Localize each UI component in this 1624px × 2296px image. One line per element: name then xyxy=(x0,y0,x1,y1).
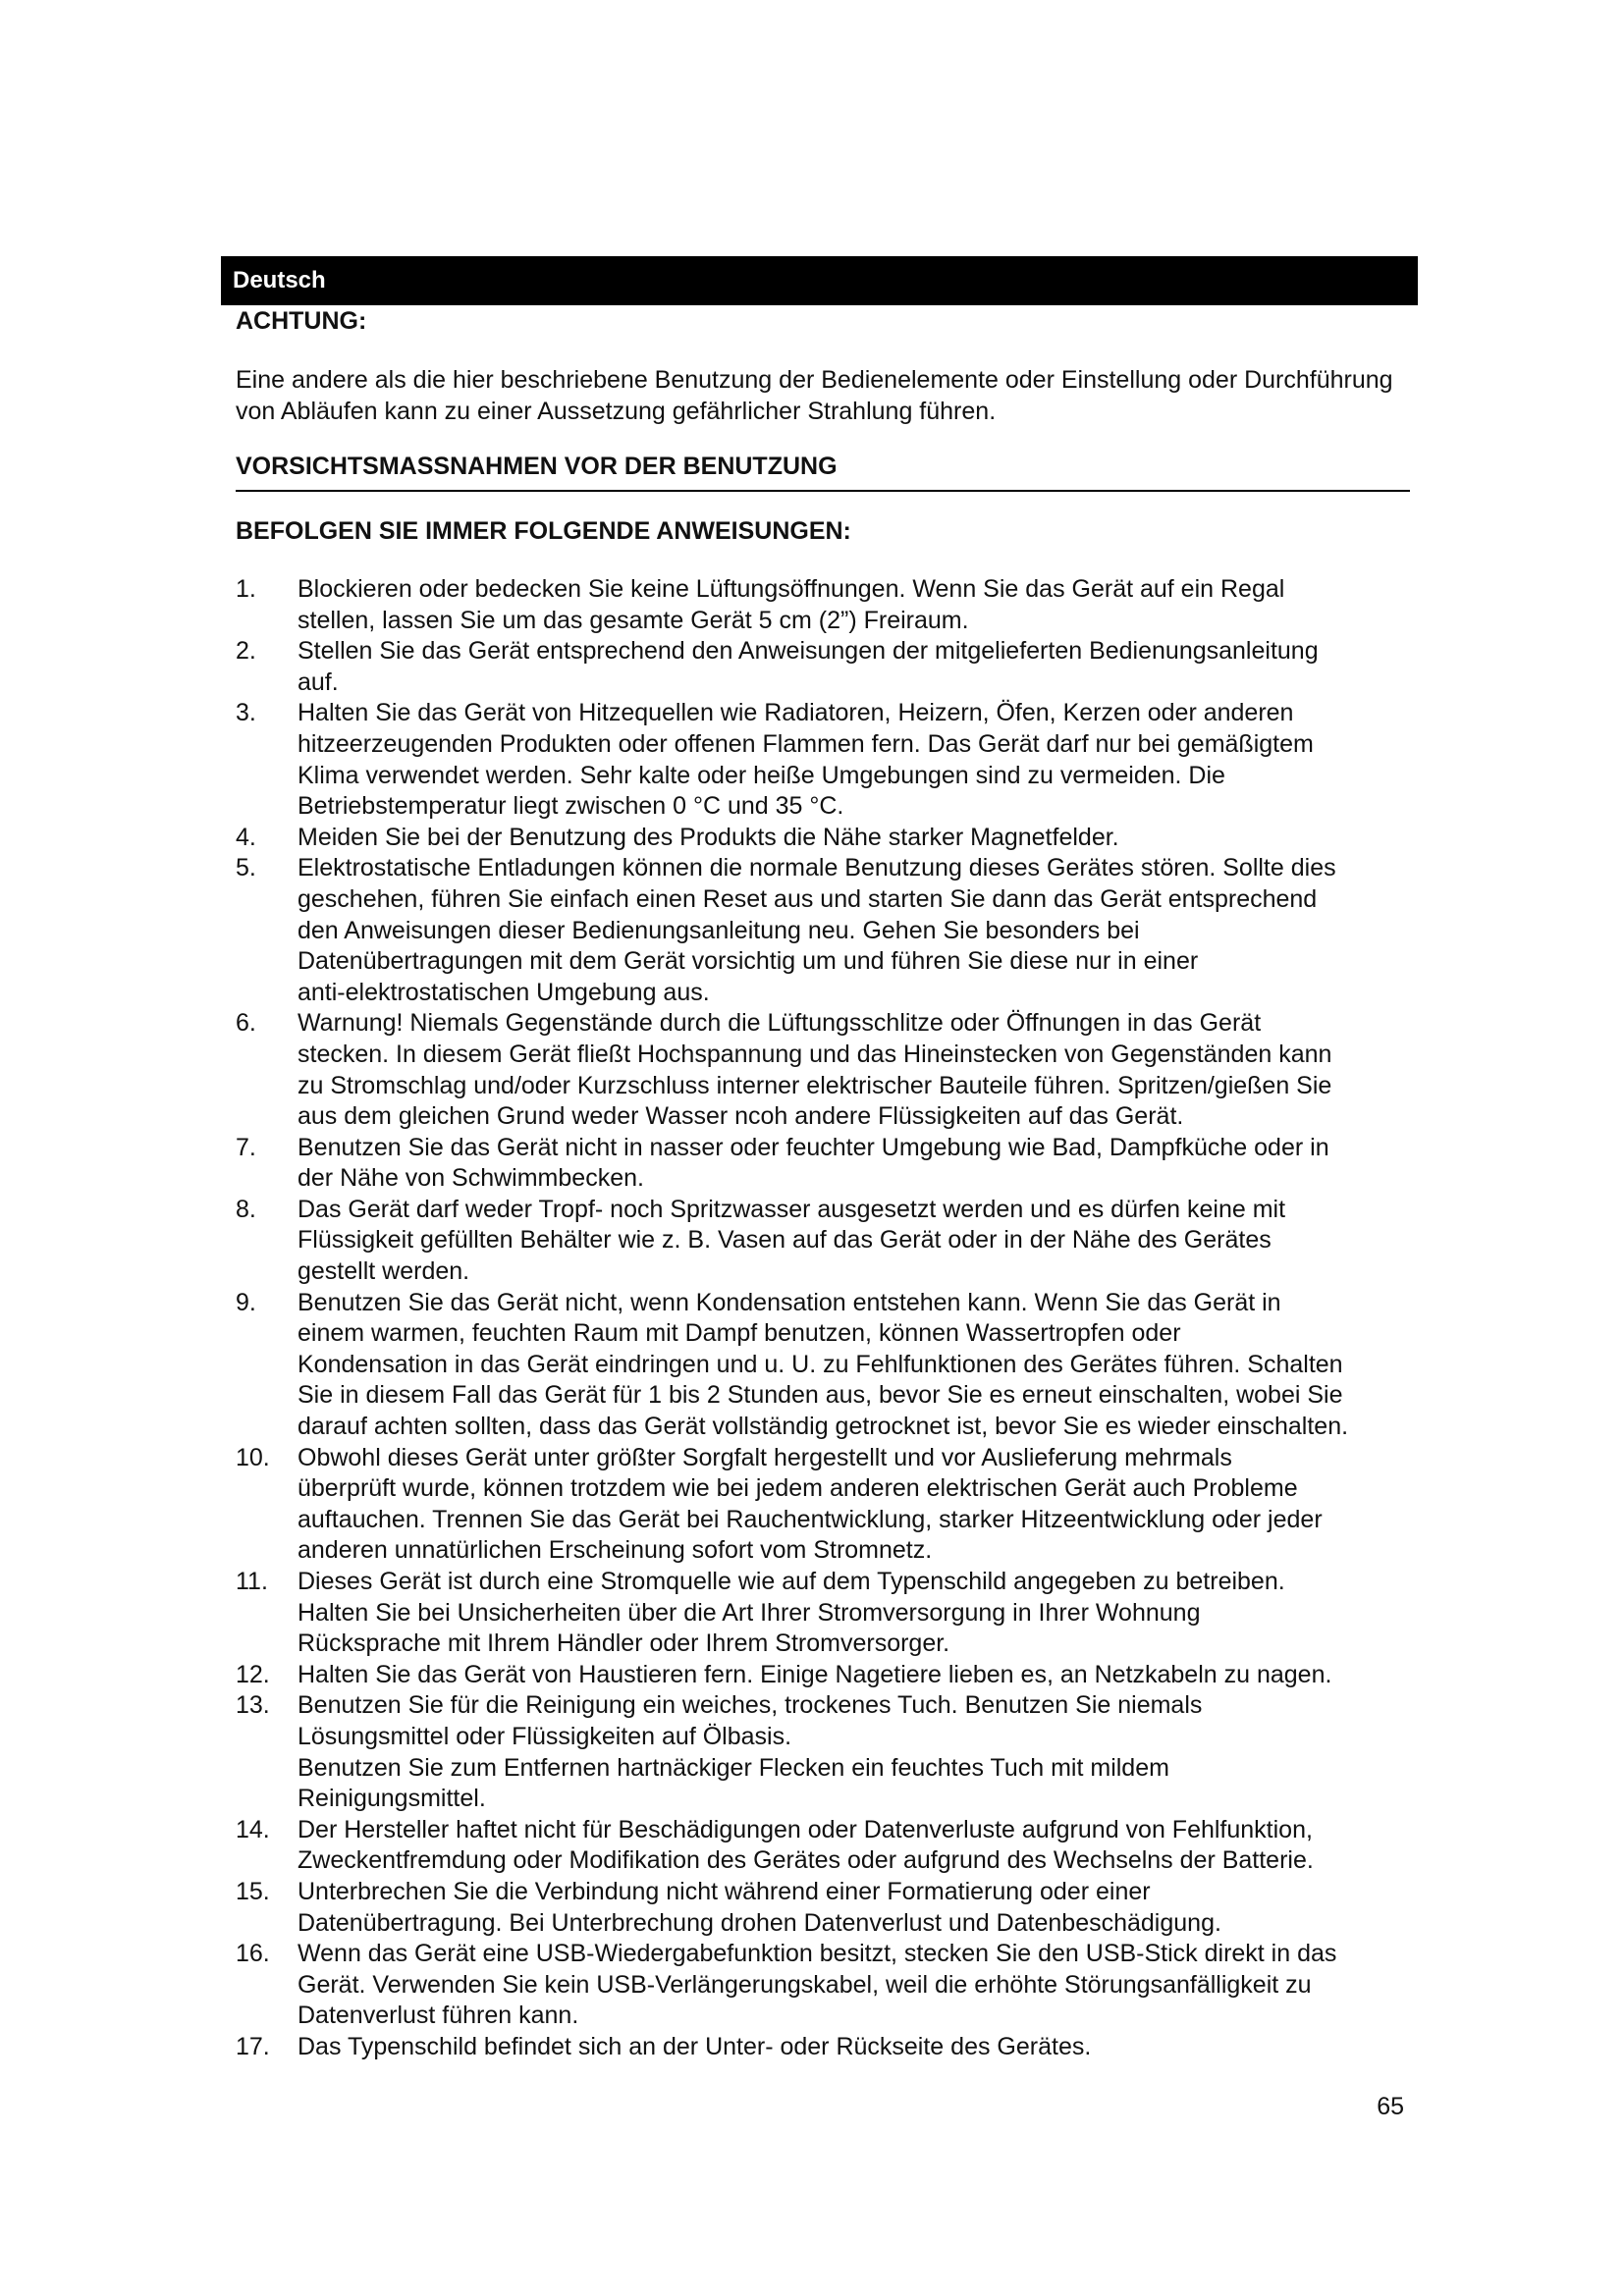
item-number: 2. xyxy=(236,637,256,666)
warning-title: ACHTUNG: xyxy=(236,307,367,335)
list-item xyxy=(236,1008,1414,1132)
item-text: Warnung! Niemals Gegenstände durch die Lüftungsschlitze oder Öffnungen in das Gerät stecken. In diesem Gerät fließt Hochspannung und das Hineinstecken von Gegenständen kann zu Stromschlag und/oder Kurzschluss interner elektrischer Bauteile führen. Spritzen/gießen Sie aus dem gleichen Grund weder Wasser ncoh andere Flüssigkeiten auf das Gerät. xyxy=(298,1009,1332,1131)
item-number: 15. xyxy=(236,1877,270,1905)
item-number: 4. xyxy=(236,823,256,851)
page-number: 65 xyxy=(1377,2093,1404,2120)
instruction-list xyxy=(236,574,1414,2063)
item-number: 17. xyxy=(236,2032,270,2060)
list-item xyxy=(236,1660,1414,1691)
item-text: Blockieren oder bedecken Sie keine Lüftungsöffnungen. Wenn Sie das Gerät auf ein Regal stellen, lassen Sie um das gesamte Gerät 5 cm (2”) Freiraum. xyxy=(298,575,1285,634)
language-header: Deutsch xyxy=(221,256,1418,305)
item-text: Stellen Sie das Gerät entsprechend den Anweisungen der mitgelieferten Bedienungsanleitung auf. xyxy=(298,637,1319,696)
item-text: Benutzen Sie für die Reinigung ein weiches, trockenes Tuch. Benutzen Sie niemals Lösungsmittel oder Flüssigkeiten auf Ölbasis. Benutzen Sie zum Entfernen hartnäckiger Flecken ein feuchtes Tuch mit mildem Reinigungsmittel. xyxy=(298,1691,1203,1813)
warning-text: Eine andere als die hier beschriebene Benutzung der Bedienelemente oder Einstellung oder Durchführung von Abläufen kann zu einer Aussetzung gefährlicher Strahlung führen. xyxy=(236,366,1393,425)
list-item xyxy=(236,1133,1414,1195)
item-number: 5. xyxy=(236,854,256,882)
item-text: Wenn das Gerät eine USB-Wiedergabefunktion besitzt, stecken Sie den USB-Stick direkt in das Gerät. Verwenden Sie kein USB-Verlängerungskabel, weil die erhöhte Störungsanfälligkeit zu Datenverlust führen kann. xyxy=(298,1940,1337,2030)
section-subtitle: BEFOLGEN SIE IMMER FOLGENDE ANWEISUNGEN: xyxy=(236,517,851,545)
item-number: 14. xyxy=(236,1815,270,1843)
list-item xyxy=(236,574,1414,636)
list-item xyxy=(236,698,1414,822)
list-item xyxy=(236,636,1414,698)
item-text: Elektrostatische Entladungen können die normale Benutzung dieses Gerätes stören. Sollte dies geschehen, führen Sie einfach einen Reset aus und starten Sie dann das Gerät entsprechend den Anweisungen dieser Bedienungsanleitung neu. Gehen Sie besonders bei Datenübertragungen mit dem Gerät vorsichtig um und führen Sie diese nur in einer anti-elektrostatischen Umgebung aus. xyxy=(298,854,1336,1006)
list-item xyxy=(236,1815,1414,1877)
item-text: Halten Sie das Gerät von Haustieren fern. Einige Nagetiere lieben es, an Netzkabeln zu nagen. xyxy=(298,1660,1332,1688)
item-number: 1. xyxy=(236,575,256,603)
item-number: 10. xyxy=(236,1443,270,1471)
item-number: 9. xyxy=(236,1288,256,1316)
item-text: Der Hersteller haftet nicht für Beschädigungen oder Datenverluste aufgrund von Fehlfunktion, Zweckentfremdung oder Modifikation des Gerätes oder aufgrund des Wechselns der Batterie. xyxy=(298,1815,1314,1875)
item-text: Das Typenschild befindet sich an der Unter- oder Rückseite des Gerätes. xyxy=(298,2032,1092,2060)
item-text: Unterbrechen Sie die Verbindung nicht während einer Formatierung oder einer Datenübertragung. Bei Unterbrechung drohen Datenverlust und Datenbeschädigung. xyxy=(298,1877,1221,1937)
item-number: 11. xyxy=(236,1568,268,1595)
section-title: VORSICHTSMASSNAHMEN VOR DER BENUTZUNG xyxy=(236,451,1410,492)
page-content xyxy=(236,305,1414,2063)
item-text: Benutzen Sie das Gerät nicht in nasser oder feuchter Umgebung wie Bad, Dampfküche oder in der Nähe von Schwimmbecken. xyxy=(298,1133,1329,1193)
item-text: Halten Sie das Gerät von Hitzequellen wie Radiatoren, Heizern, Öfen, Kerzen oder anderen hitzeerzeugenden Produkten oder offenen Flammen fern. Das Gerät darf nur bei gemäßigtem Klima verwendet werden. Sehr kalte oder heiße Umgebungen sind zu vermeiden. Die Betriebstemperatur liegt zwischen 0 °C und 35 °C. xyxy=(298,699,1314,821)
list-item xyxy=(236,2032,1414,2063)
item-number: 7. xyxy=(236,1133,256,1161)
list-item xyxy=(236,1690,1414,1814)
list-item xyxy=(236,823,1414,854)
list-item xyxy=(236,1195,1414,1288)
item-text: Dieses Gerät ist durch eine Stromquelle wie auf dem Typenschild angegeben zu betreiben. Halten Sie bei Unsicherheiten über die Art Ihrer Stromversorgung in Ihrer Wohnung Rücksprache mit Ihrem Händler oder Ihrem Stromversorger. xyxy=(298,1568,1285,1658)
item-number: 16. xyxy=(236,1940,270,1968)
item-text: Benutzen Sie das Gerät nicht, wenn Kondensation entstehen kann. Wenn Sie das Gerät in einem warmen, feuchten Raum mit Dampf benutzen, können Wassertropfen oder Kondensation in das Gerät eindringen und u. U. zu Fehlfunktionen des Gerätes führen. Schalten Sie in diesem Fall das Gerät für 1 bis 2 Stunden aus, bevor Sie es erneut einschalten, wobei Sie darauf achten sollten, dass das Gerät vollständig getrocknet ist, bevor Sie es wieder einschalten. xyxy=(298,1288,1349,1441)
item-text: Meiden Sie bei der Benutzung des Produkts die Nähe starker Magnetfelder. xyxy=(298,823,1119,851)
list-item xyxy=(236,853,1414,1008)
list-item xyxy=(236,1567,1414,1660)
list-item xyxy=(236,1877,1414,1939)
list-item xyxy=(236,1443,1414,1567)
list-item xyxy=(236,1288,1414,1443)
item-number: 3. xyxy=(236,699,256,727)
item-number: 13. xyxy=(236,1691,270,1720)
item-text: Das Gerät darf weder Tropf- noch Spritzwasser ausgesetzt werden und es dürfen keine mit Flüssigkeit gefüllten Behälter wie z. B. Vasen auf das Gerät oder in der Nähe des Gerätes gestellt werden. xyxy=(298,1195,1286,1286)
item-number: 12. xyxy=(236,1660,270,1688)
item-number: 8. xyxy=(236,1195,256,1223)
list-item xyxy=(236,1939,1414,2032)
item-text: Obwohl dieses Gerät unter größter Sorgfalt hergestellt und vor Auslieferung mehrmals überprüft wurde, können trotzdem wie bei jedem anderen elektrischen Gerät auch Probleme auftauchen. Trennen Sie das Gerät bei Rauchentwicklung, starker Hitzeentwicklung oder jeder anderen unnatürlichen Erscheinung sofort vom Stromnetz. xyxy=(298,1443,1323,1565)
item-number: 6. xyxy=(236,1009,256,1038)
